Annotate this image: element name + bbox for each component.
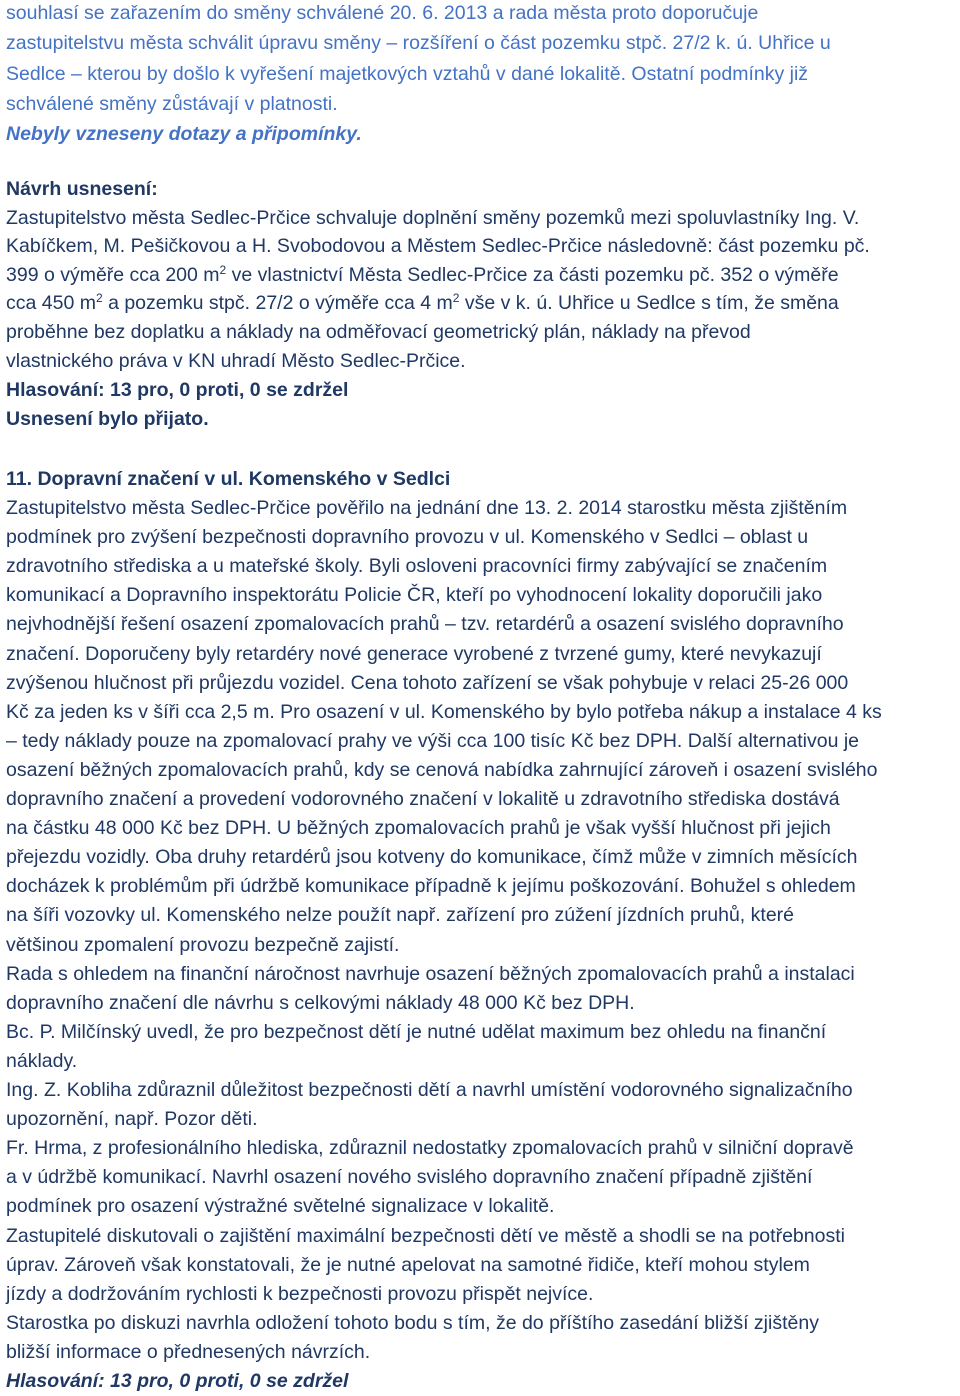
section-11-line: podmínek pro zvýšení bezpečnosti dopravního provozu v ul. Komenského v Sedlci – oblast u: [6, 526, 809, 549]
intro-line-1: souhlasí se zařazením do směny schválené 20. 6. 2013 a rada města proto doporučuje: [6, 2, 759, 24]
section-11-line: docházek k problémům při údržbě komunikace případně k jejímu poškozování. Bohužel s ohledem: [6, 875, 856, 898]
resolution-line-6: vlastnického práva v KN uhradí Město Sedlec-Prčice.: [6, 350, 466, 372]
section-11-heading: 11. Dopravní značení v ul. Komenského v Sedlci: [6, 468, 451, 490]
section-11-line: většinou zpomalení provozu bezpečně zajistí.: [6, 933, 400, 956]
section-11-line: komunikací a Dopravního inspektorátu Policie ČR, kteří po vyhodnocení lokality doporučili jako: [6, 584, 823, 607]
section-11-line: a v údržbě komunikací. Navrhl osazení nového svislého dopravního značení případně zjištění: [6, 1166, 813, 1189]
section-11-line: Bc. P. Milčínský uvedl, že pro bezpečnost dětí je nutné udělat maximum bez ohledu na finanční: [6, 1020, 827, 1043]
section-11-line: dopravního značení a provedení vodorovného značení v lokalitě u zdravotního střediska dostává: [6, 788, 840, 810]
resolution-line-1: Zastupitelstvo města Sedlec-Prčice schvaluje doplnění směny pozemků mezi spoluvlastníky Ing. V.: [6, 207, 860, 229]
section-11-line: přejezdu vozidly. Oba druhy retardérů jsou kotveny do komunikace, čímž může v zimních měsících: [6, 846, 858, 869]
section-11-line: Kč za jeden ks v šíři cca 2,5 m. Pro osazení v ul. Komenského by bylo potřeba nákup a instalace 4 ks: [6, 700, 882, 723]
intro-line-4: schválené směny zůstávají v platnosti.: [6, 93, 338, 115]
resolution-line-2: Kabíčkem, M. Pešičkovou a H. Svobodovou a Městem Sedlec-Prčice následovně: část pozemku pč.: [6, 235, 870, 257]
section-11-line: dopravního značení dle návrhu s celkovými náklady 48 000 Kč bez DPH.: [6, 991, 635, 1014]
resolution-line-5: proběhne bez doplatku a náklady na odměřovací geometrický plán, náklady na převod: [6, 321, 751, 343]
section-11-line: nejvhodnější řešení osazení zpomalovacích prahů – tzv. retardérů a osazení svislého dopravního: [6, 613, 844, 636]
vote-result-11: Hlasování: 13 pro, 0 proti, 0 se zdržel: [6, 1370, 349, 1392]
resolution-heading: Návrh usnesení:: [6, 178, 158, 200]
section-11-line: osazení běžných zpomalovacích prahů, kdy se cenová nabídka zahrnující zároveň i osazení svislého: [6, 758, 878, 781]
resolution-line-3: 399 o výměře cca 200 $m^2$ ve vlastnictví Města Sedlec-Prčice za části pozemku pč. 352 o výměře: [6, 263, 839, 286]
section-11-line: Ing. Z. Kobliha zdůraznil důležitost bezpečnosti dětí a navrhl umístění vodorovného signalizačního: [6, 1079, 853, 1101]
section-11-line: bližší informace o přednesených návrzích.: [6, 1340, 371, 1363]
section-11-line: zdravotního střediska a u mateřské školy. Byli osloveni pracovníci firmy zabývající se značením: [6, 555, 828, 578]
resolution-line-4: cca 450 $m^2$ a pozemku stpč. 27/2 o výměře cca 4 $m^2$ vše v k. ú. Uhřice u Sedlce s tím, že směna: [6, 291, 839, 314]
section-11-line: Zastupitelé diskutovali o zajištění maximální bezpečnosti dětí ve městě a shodli se na potřebnosti: [6, 1224, 845, 1247]
no-questions-note: Nebyly vzneseny dotazy a připomínky.: [6, 123, 362, 145]
section-11-line: Starostka po diskuzi navrhla odložení tohoto bodu s tím, že do příštího zasedání bližší zjištěny: [6, 1311, 819, 1334]
section-11-line: Zastupitelstvo města Sedlec-Prčice pověřilo na jednání dne 13. 2. 2014 starostku města zjištěním: [6, 497, 848, 519]
section-11-line: jízdy a dodržováním rychlosti k bezpečnosti provozu přispět nejvíce.: [6, 1282, 594, 1305]
section-11-line: upozornění, např. Pozor děti.: [6, 1108, 258, 1131]
section-11-line: náklady.: [6, 1049, 78, 1072]
intro-line-2: zastupitelstvu města schválit úpravu směny – rozšíření o část pozemku stpč. 27/2 k. ú. Uhřice u: [6, 32, 831, 54]
section-11-line: Fr. Hrma, z profesionálního hlediska, zdůraznil nedostatky zpomalovacích prahů v silniční dopravě: [6, 1137, 854, 1160]
intro-line-3: Sedlce – kterou by došlo k vyřešení majetkových vztahů v dané lokalitě. Ostatní podmínky již: [6, 63, 809, 85]
section-11-line: na šíři vozovky ul. Komenského nelze použít např. zařízení pro zúžení jízdních pruhů, které: [6, 904, 794, 927]
section-11-line: – tedy náklady pouze na zpomalovací prahy ve výši cca 100 tisíc Kč bez DPH. Další alternativou je: [6, 729, 860, 752]
section-11-line: zvýšenou hlučnost při průjezdu vozidel. Cena tohoto zařízení se však pohybuje v relaci 25-26 000: [6, 671, 849, 694]
resolution-accepted: Usnesení bylo přijato.: [6, 408, 209, 430]
section-11-line: na částku 48 000 Kč bez DPH. U běžných zpomalovacích prahů je však vyšší hlučnost při jejich: [6, 817, 831, 840]
vote-result-10: Hlasování: 13 pro, 0 proti, 0 se zdržel: [6, 379, 349, 401]
section-11-line: Rada s ohledem na finanční náročnost navrhuje osazení běžných zpomalovacích prahů a instalaci: [6, 962, 855, 985]
section-11-line: úprav. Zároveň však konstatovali, že je nutné apelovat na samotné řidiče, kteří mohou stylem: [6, 1253, 810, 1276]
section-11-line: značení. Doporučeny byly retardéry nové generace vyrobené z tvrzené gumy, které nevykazují: [6, 642, 822, 665]
section-11-line: podmínek pro osazení výstražné světelné signalizace v lokalitě.: [6, 1195, 555, 1218]
